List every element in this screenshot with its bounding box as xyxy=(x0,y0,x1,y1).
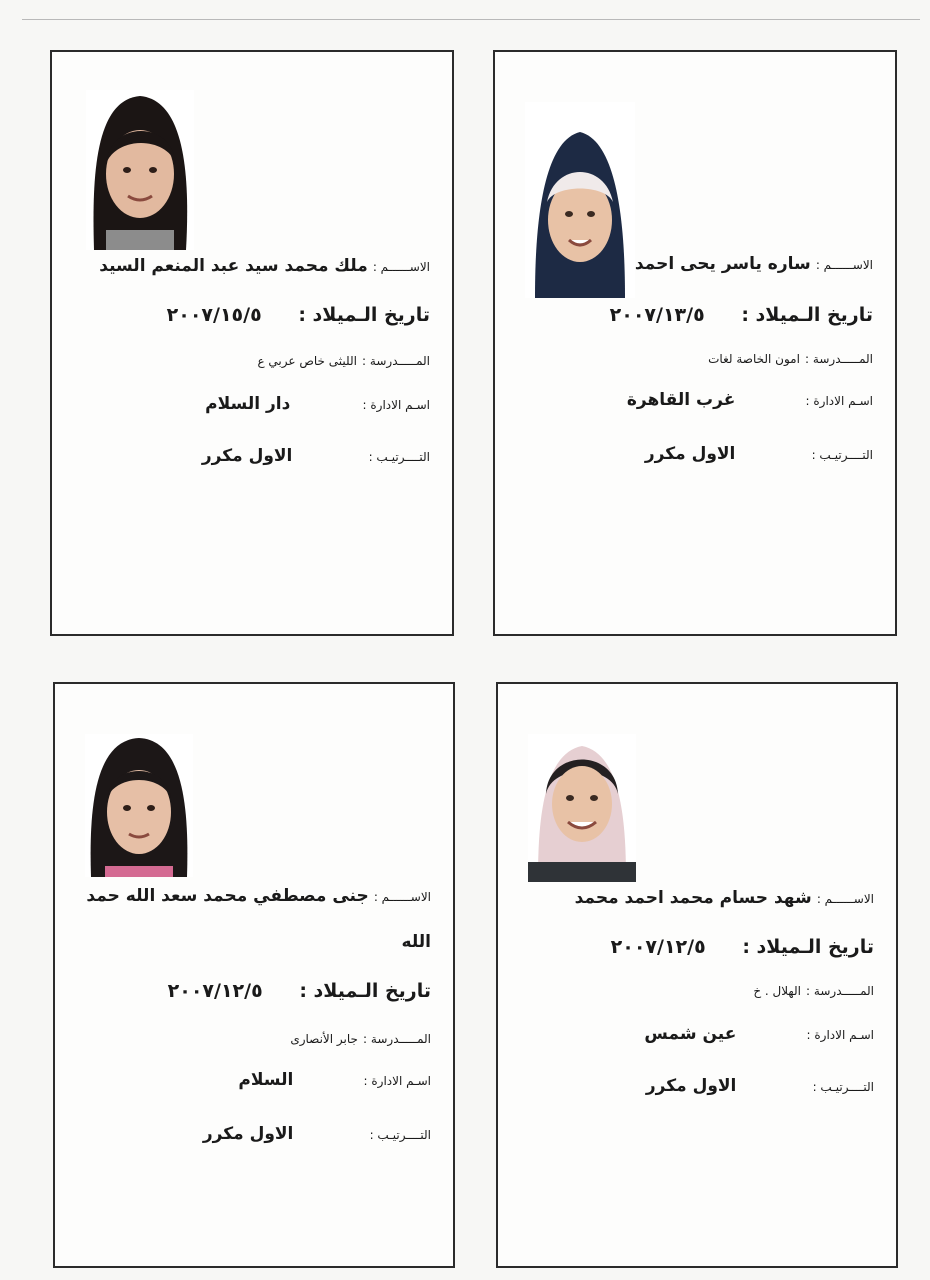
admin-value: دار السلام xyxy=(205,394,291,414)
dob-row xyxy=(509,304,873,326)
admin-row xyxy=(69,1070,431,1090)
name-label: الاســــــم : xyxy=(373,890,431,904)
admin-label: اسـم الادارة : xyxy=(805,394,873,408)
dob-row xyxy=(66,304,430,326)
dob-label: تاريخ الـميلاد : xyxy=(742,936,874,958)
dob-row xyxy=(512,936,874,958)
school-row xyxy=(512,980,874,999)
admin-value: السلام xyxy=(238,1070,294,1090)
rank-row xyxy=(66,446,430,466)
dob-label: تاريخ الـميلاد : xyxy=(741,304,873,326)
school-value: امون الخاصة لغات xyxy=(708,352,800,366)
rank-value: الاول مكرر xyxy=(645,1076,737,1096)
admin-label: اسـم الادارة : xyxy=(806,1028,874,1042)
rank-row xyxy=(69,1124,431,1144)
school-value: الليثى خاص عربي ع xyxy=(257,354,357,368)
rank-value: الاول مكرر xyxy=(202,1124,294,1144)
school-value: جابر الأنصارى xyxy=(290,1032,358,1046)
school-row xyxy=(69,1028,431,1047)
name-row xyxy=(69,886,431,906)
student-photo xyxy=(85,734,193,877)
admin-row xyxy=(509,390,873,410)
admin-value: عين شمس xyxy=(644,1024,737,1044)
name-row xyxy=(509,254,873,274)
name-label: الاســــــم : xyxy=(372,260,430,274)
rank-label: التــــرتيـب : xyxy=(368,450,430,464)
dob-value: ٢٠٠٧/١٢/٥ xyxy=(610,936,706,958)
name-row xyxy=(512,888,874,908)
student-card-2 xyxy=(50,50,454,636)
dob-value: ٢٠٠٧/١٥/٥ xyxy=(166,304,262,326)
admin-value: غرب القاهرة xyxy=(626,390,736,410)
student-name: ملك محمد سيد عبد المنعم السيد xyxy=(99,256,368,276)
rank-label: التــــرتيـب : xyxy=(811,448,873,462)
dob-value: ٢٠٠٧/١٣/٥ xyxy=(609,304,705,326)
student-card-3 xyxy=(496,682,898,1268)
name-label: الاســــــم : xyxy=(816,892,874,906)
school-label: المـــــدرسة : xyxy=(363,1032,431,1046)
student-name: ساره ياسر يحى احمد xyxy=(634,254,811,274)
school-row xyxy=(66,350,430,369)
school-label: المـــــدرسة : xyxy=(806,984,874,998)
school-row xyxy=(509,348,873,367)
admin-row xyxy=(66,394,430,414)
name-row xyxy=(66,256,430,276)
rank-row xyxy=(509,444,873,464)
student-name-line1: جنى مصطفي محمد سعد الله حمد xyxy=(86,886,369,906)
rank-label: التــــرتيـب : xyxy=(812,1080,874,1094)
student-name-line2: الله xyxy=(401,932,431,952)
student-name: شهد حسام محمد احمد محمد xyxy=(574,888,812,908)
admin-label: اسـم الادارة : xyxy=(362,398,430,412)
admin-row xyxy=(512,1024,874,1044)
dob-row xyxy=(69,980,431,1002)
school-label: المـــــدرسة : xyxy=(362,354,430,368)
rank-label: التــــرتيـب : xyxy=(369,1128,431,1142)
school-label: المـــــدرسة : xyxy=(805,352,873,366)
admin-label: اسـم الادارة : xyxy=(363,1074,431,1088)
top-rule xyxy=(22,19,920,20)
student-card-1 xyxy=(493,50,897,636)
student-photo xyxy=(86,90,194,250)
dob-value: ٢٠٠٧/١٢/٥ xyxy=(167,980,263,1002)
name-row-continued xyxy=(69,932,431,952)
dob-label: تاريخ الـميلاد : xyxy=(298,304,430,326)
rank-value: الاول مكرر xyxy=(644,444,736,464)
rank-row xyxy=(512,1076,874,1096)
school-value: الهلال . خ xyxy=(753,984,801,998)
student-card-4 xyxy=(53,682,455,1268)
name-label: الاســــــم : xyxy=(815,258,873,272)
student-photo xyxy=(528,734,636,882)
dob-label: تاريخ الـميلاد : xyxy=(299,980,431,1002)
rank-value: الاول مكرر xyxy=(201,446,293,466)
